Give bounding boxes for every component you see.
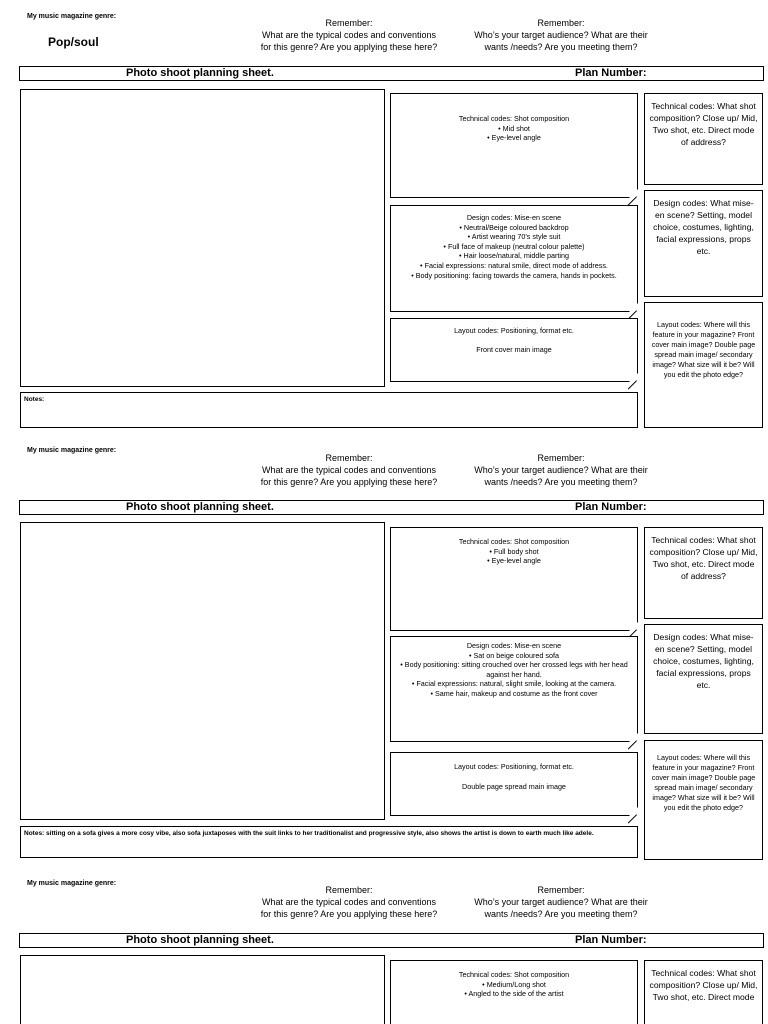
plan-number-label: Plan Number:	[575, 934, 647, 946]
remember-conventions: Remember: What are the typical codes and conventions for this genre? Are you applying these here?	[260, 453, 438, 487]
design-item: • Facial expressions: natural smile, direct mode of address.	[391, 261, 637, 271]
remember-audience: Remember: Who’s your target audience? What are their wants /needs? Are you meeting them?	[474, 18, 648, 52]
side-technical: Technical codes: What shot composition? Close up/ Mid, Two shot, etc. Direct mode	[644, 960, 763, 1024]
photo-placeholder	[20, 522, 385, 820]
remember-audience: Remember: Who’s your target audience? What are their wants /needs? Are you meeting them?	[474, 453, 648, 487]
technical-item: • Eye-level angle	[391, 133, 637, 143]
genre-label: My music magazine genre:	[27, 13, 117, 20]
technical-item: • Angled to the side of the artist	[391, 989, 637, 999]
genre-label: My music magazine genre:	[27, 447, 117, 454]
remember-conventions: Remember: What are the typical codes and conventions for this genre? Are you applying these here?	[260, 885, 438, 919]
title-bar	[19, 933, 764, 948]
photo-placeholder	[20, 89, 385, 387]
photo-placeholder	[20, 955, 385, 1024]
design-codes-note: Design codes: Mise-en scene • Sat on beige coloured sofa • Body positioning: sitting crouched over her crossed legs with her head against her hand. • Facial expressions: natural, slight smile, looking at the camera. • Same hair, makeup and costume as the front cover	[390, 636, 638, 742]
design-item: • Same hair, makeup and costume as the front cover	[391, 689, 637, 699]
side-design: Design codes: What mise-en scene? Setting, model choice, costumes, lighting, facial expressions, props etc.	[644, 624, 763, 734]
design-item: • Neutral/Beige coloured backdrop	[391, 223, 637, 233]
technical-codes-note: Technical codes: Shot composition • Full body shot • Eye-level angle	[390, 527, 638, 631]
design-codes-note: Design codes: Mise-en scene • Neutral/Beige coloured backdrop • Artist wearing 70’s style suit • Full face of makeup (neutral colour palette) • Hair loose/natural, middle parting • Facial expressions: natural smile, direct mode of address. • Body positioning: facing towards the camera, hands in pockets.	[390, 205, 638, 312]
technical-item: • Medium/Long shot	[391, 980, 637, 990]
remember-audience: Remember: Who’s your target audience? What are their wants /needs? Are you meeting them?	[474, 885, 648, 919]
design-item: • Facial expressions: natural, slight smile, looking at the camera.	[391, 679, 637, 689]
sheet-title: Photo shoot planning sheet.	[126, 501, 274, 513]
technical-item: • Mid shot	[391, 124, 637, 134]
layout-codes-note: Layout codes: Positioning, format etc. Double page spread main image	[390, 752, 638, 816]
side-layout: Layout codes: Where will this feature in your magazine? Front cover main image? Double page spread main image/ secondary image? What size will it be? Will you edit the photo edge?	[644, 302, 763, 428]
technical-item: • Full body shot	[391, 547, 637, 557]
technical-codes-note: Technical codes: Shot composition • Medium/Long shot • Angled to the side of the artist	[390, 960, 638, 1024]
remember-conventions: Remember: What are the typical codes and conventions for this genre? Are you applying these here?	[260, 18, 438, 52]
design-item: • Full face of makeup (neutral colour palette)	[391, 242, 637, 252]
design-item: • Sat on beige coloured sofa	[391, 651, 637, 661]
plan-number-label: Plan Number:	[575, 67, 647, 79]
title-bar	[19, 500, 764, 515]
side-design: Design codes: What mise-en scene? Setting, model choice, costumes, lighting, facial expressions, props etc.	[644, 190, 763, 297]
technical-item: • Eye-level angle	[391, 556, 637, 566]
notes-box: Notes: sitting on a sofa gives a more cosy vibe, also sofa juxtaposes with the suit links to her traditionalist and progressive style, also shows the artist is down to earth much like adele.	[20, 826, 638, 858]
title-bar	[19, 66, 764, 81]
design-item: • Hair loose/natural, middle parting	[391, 251, 637, 261]
genre-value: Pop/soul	[48, 35, 99, 49]
layout-value: Front cover main image	[476, 344, 552, 354]
layout-value: Double page spread main image	[462, 781, 566, 791]
sheet-title: Photo shoot planning sheet.	[126, 934, 274, 946]
notes-box: Notes:	[20, 392, 638, 428]
layout-codes-note: Layout codes: Positioning, format etc. Front cover main image	[390, 318, 638, 382]
side-technical: Technical codes: What shot composition? Close up/ Mid, Two shot, etc. Direct mode of address?	[644, 527, 763, 619]
genre-label: My music magazine genre:	[27, 880, 117, 887]
side-layout: Layout codes: Where will this feature in your magazine? Front cover main image? Double page spread main image/ secondary image? What size will it be? Will you edit the photo edge?	[644, 740, 763, 860]
side-technical: Technical codes: What shot composition? Close up/ Mid, Two shot, etc. Direct mode of address?	[644, 93, 763, 185]
plan-number-label: Plan Number:	[575, 501, 647, 513]
sheet-title: Photo shoot planning sheet.	[126, 67, 274, 79]
design-item: • Body positioning: facing towards the camera, hands in pockets.	[391, 271, 637, 281]
technical-codes-note: Technical codes: Shot composition • Mid shot • Eye-level angle	[390, 93, 638, 198]
design-item: • Artist wearing 70’s style suit	[391, 232, 637, 242]
design-item: • Body positioning: sitting crouched over her crossed legs with her head against her hand.	[391, 660, 637, 679]
